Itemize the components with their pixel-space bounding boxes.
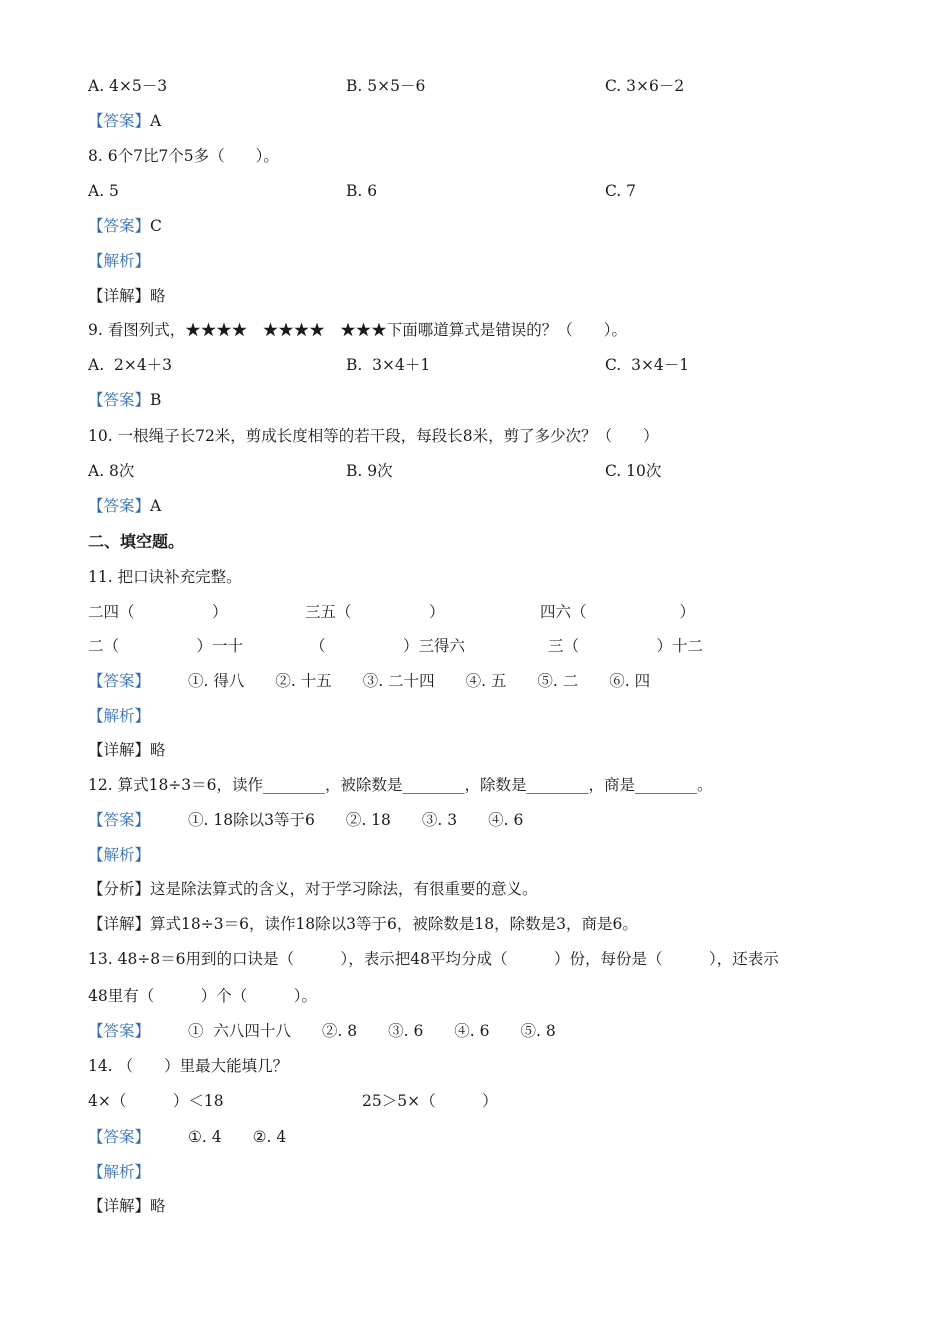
answer-tag: 【答案】 [88,811,151,829]
q9-answer [88,390,161,410]
q13-stem-line1: 13. 48÷8＝6用到的口诀是（ ），表示把48平均分成（ ）份，每份是（ ），还表示 [88,950,779,968]
q14-expression-1: 4×（ ）＜18 [88,1092,224,1110]
q8-answer-value: C [150,217,162,235]
q8-option-c: C. 7 [605,182,637,200]
detail-text: 略 [150,1197,166,1215]
q10-answer [88,496,161,516]
fenxi-text: 这是除法算式的含义，对于学习除法，有很重要的意义。 [150,880,538,898]
q8-analysis [88,251,150,271]
q13-stem-line2: 48里有（ ）个（ ）。 [88,987,317,1005]
q7-option-c: C. 3×6－2 [605,77,685,95]
q13-answer-value: ① 六八四十八 ②. 8 ③. 6 ④. 6 ⑤. 8 [188,1022,556,1040]
analysis-tag: 【解析】 [88,252,151,270]
answer-tag: 【答案】 [88,672,151,690]
q11-answer-value: ①. 得八 ②. 十五 ③. 二十四 ④. 五 ⑤. 二 ⑥. 四 [188,672,651,690]
q12-analysis [88,845,150,865]
q11-row1-c: 四六（ ） [540,603,696,621]
detail-tag: 【详解】 [88,1197,151,1215]
q9-option-c: C. 3×4－1 [605,356,690,374]
q14-answer-value: ①. 4 ②. 4 [188,1128,287,1146]
q8-option-b: B. 6 [346,182,378,200]
q14-analysis [88,1162,150,1182]
q11-row2-c: 三（ ）十二 [548,637,704,655]
answer-tag: 【答案】 [88,1022,151,1040]
section-heading: 二、填空题。 [88,532,185,551]
detail-tag: 【详解】 [88,287,151,305]
detail-text: 略 [150,287,166,305]
detail-text: 略 [150,741,166,759]
analysis-tag: 【解析】 [88,846,151,864]
q11-row2-b: （ ）三得六 [310,637,466,655]
q8-stem: 8. 6个7比7个5多（ ）。 [88,147,279,165]
q12-answer [88,810,523,830]
q12-stem: 12. 算式18÷3＝6，读作________，被除数是________，除数是________，商是________。 [88,776,713,794]
q14-answer [88,1127,286,1147]
q8-detail [88,286,166,306]
q10-option-b: B. 9次 [346,462,393,480]
q12-answer-value: ①. 18除以3等于6 ②. 18 ③. 3 ④. 6 [188,811,524,829]
q11-answer [88,671,650,691]
analysis-tag: 【解析】 [88,1163,151,1181]
detail-tag: 【详解】 [88,915,151,933]
q11-analysis [88,706,150,726]
q7-answer [88,111,161,131]
q7-option-b: B. 5×5－6 [346,77,426,95]
q14-expression-2: 25＞5×（ ） [362,1092,498,1110]
fenxi-tag: 【分析】 [88,880,151,898]
q11-detail [88,740,166,760]
answer-tag: 【答案】 [88,217,151,235]
answer-tag: 【答案】 [88,112,151,130]
detail-tag: 【详解】 [88,741,151,759]
answer-tag: 【答案】 [88,391,151,409]
q8-option-a: A. 5 [88,182,119,200]
q11-row1-a: 二四（ ） [88,603,228,621]
q8-answer [88,216,162,236]
q9-option-b: B. 3×4＋1 [346,356,431,374]
analysis-tag: 【解析】 [88,707,151,725]
q7-answer-value: A [150,112,162,130]
q10-option-a: A. 8次 [88,462,135,480]
q10-option-c: C. 10次 [605,462,662,480]
answer-tag: 【答案】 [88,497,151,515]
q12-fenxi [88,879,538,899]
q11-row1-b: 三五（ ） [305,603,445,621]
answer-tag: 【答案】 [88,1128,151,1146]
q14-detail [88,1196,166,1216]
q9-answer-value: B [150,391,162,409]
q9-stem: 9. 看图列式，★★★★ ★★★★ ★★★下面哪道算式是错误的？（ ）。 [88,321,627,339]
q11-row2-a: 二（ ）一十 [88,637,244,655]
q7-option-a: A. 4×5－3 [88,77,168,95]
q9-option-a: A. 2×4＋3 [88,356,173,374]
q10-answer-value: A [150,497,162,515]
q10-stem: 10. 一根绳子长72米，剪成长度相等的若干段，每段长8米，剪了多少次？（ ） [88,427,659,445]
q13-answer [88,1021,556,1041]
detail-text: 算式18÷3＝6，读作18除以3等于6，被除数是18，除数是3，商是6。 [150,915,638,933]
q12-detail [88,914,638,934]
q14-stem: 14. （ ）里最大能填几？ [88,1057,289,1075]
q11-stem: 11. 把口诀补充完整。 [88,568,242,586]
